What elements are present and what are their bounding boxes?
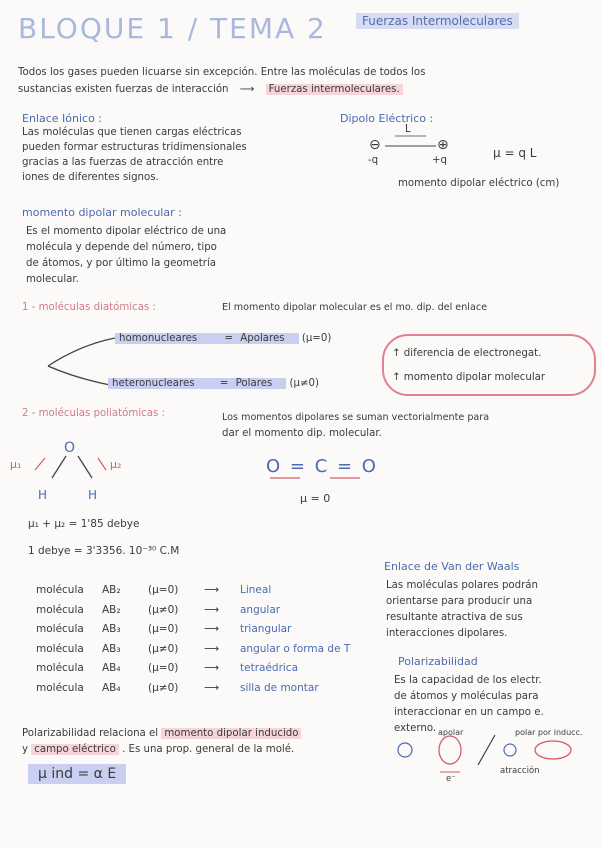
- geometry-formula: AB₄: [102, 662, 121, 674]
- momento-dipolar-line: molécula y depende del número, tipo: [26, 242, 217, 253]
- polares: Polares: [232, 378, 287, 389]
- geometry-shape: triangular: [240, 623, 292, 635]
- electronegativity-cloud: [382, 334, 596, 396]
- momento-dipolar-line: Es el momento dipolar eléctrico de una: [26, 226, 227, 237]
- cloud-line-2: ↑ momento dipolar molecular: [392, 372, 546, 383]
- mu2-vector: μ₂: [110, 458, 122, 471]
- momento-dipolar-heading: momento dipolar molecular :: [22, 206, 182, 219]
- footer-relaciona: relaciona el: [99, 728, 159, 739]
- homonucleares-row: [115, 333, 331, 344]
- van-der-waals-heading: Enlace de Van der Waals: [384, 560, 520, 573]
- plus-charge-icon: ⊕: [437, 137, 449, 153]
- dipolo-formula: μ = q L: [493, 146, 537, 160]
- water-oxygen: O: [64, 440, 76, 456]
- geometry-molecule: molécula: [36, 603, 84, 616]
- arrow-icon: ⟶: [204, 642, 220, 655]
- geometry-molecule: molécula: [36, 584, 84, 596]
- page-subtitle: Fuerzas Intermoleculares: [356, 13, 519, 29]
- footer-y: y: [22, 744, 29, 755]
- footer-line-2: [22, 744, 294, 755]
- electron-label: e⁻: [446, 774, 456, 784]
- poliatomicas-text-2: dar el momento dip. molecular.: [222, 428, 382, 439]
- poliatomicas-label: 2 - moléculas poliatómicas :: [22, 408, 165, 419]
- enlace-ionico-heading: Enlace Iónico :: [22, 112, 103, 125]
- momento-dipolar-line: molecular.: [26, 274, 79, 285]
- geometry-shape: Lineal: [240, 584, 272, 596]
- minus-charge-icon: ⊖: [369, 137, 381, 153]
- dipolo-caption: momento dipolar eléctrico (cm): [398, 178, 560, 189]
- geometry-molecule: molécula: [36, 662, 84, 674]
- intro-line-2: [18, 84, 403, 95]
- vdw-line: interacciones dipolares.: [386, 628, 508, 639]
- mu-sum: μ₁ + μ₂ = 1'85 debye: [28, 518, 140, 530]
- geometry-mu: (μ≠0): [148, 603, 179, 616]
- water-hydrogen-1: H: [38, 488, 48, 502]
- geometry-formula: AB₃: [102, 642, 121, 655]
- footer-formula: μ ind = α E: [28, 764, 126, 784]
- momento-dipolar-line: de átomos, y por último la geometría: [26, 258, 217, 269]
- enlace-ionico-line: iones de diferentes signos.: [22, 172, 159, 183]
- geometry-shape: tetraédrica: [240, 662, 299, 674]
- geometry-shape: angular o forma de T: [240, 642, 351, 655]
- geometry-molecule: molécula: [36, 623, 84, 635]
- eq-sign: =: [216, 378, 233, 389]
- intro-text: sustancias existen fuerzas de interacción: [18, 84, 229, 95]
- footer-prop: . Es una prop. general de la molé.: [122, 744, 295, 755]
- dipolo-length: L: [405, 124, 411, 135]
- atraccion-label: atracción: [500, 766, 540, 776]
- vdw-line: resultante atractiva de sus: [386, 612, 523, 623]
- vdw-line: Las moléculas polares podrán: [386, 580, 539, 591]
- polarizabilidad-line: Es la capacidad de los electr.: [394, 675, 542, 686]
- geometry-mu: (μ=0): [148, 623, 179, 635]
- geometry-formula: AB₄: [102, 681, 121, 694]
- polarizabilidad-heading: Polarizabilidad: [398, 655, 478, 668]
- geometry-mu: (μ=0): [148, 584, 179, 596]
- mu-nonzero: (μ≠0): [289, 378, 319, 389]
- geometry-formula: AB₂: [102, 603, 121, 616]
- page-title: BLOQUE 1 / TEMA 2: [18, 12, 327, 45]
- poliatomicas-text-1: Los momentos dipolares se suman vectorialmente para: [222, 412, 490, 423]
- homonucleares: homonucleares: [115, 333, 221, 344]
- co2-molecule: O = C = O: [266, 456, 378, 477]
- arrow-icon: ⟶: [204, 662, 220, 674]
- enlace-ionico-line: pueden formar estructuras tridimensionales: [22, 142, 247, 153]
- polarizabilidad-line: interaccionar en un campo e.: [394, 707, 544, 718]
- water-hydrogen-2: H: [88, 488, 98, 502]
- enlace-ionico-line: Las moléculas que tienen cargas eléctricas: [22, 127, 242, 138]
- intro-highlight: Fuerzas intermoleculares.: [266, 84, 403, 95]
- footer-momento-inducido: momento dipolar inducido: [161, 728, 301, 739]
- heteronucleares-row: [108, 378, 319, 389]
- polar-label: polar por inducc.: [515, 728, 583, 737]
- polarizabilidad-line: de átomos y moléculas para: [394, 691, 539, 702]
- diatomicas-label: 1 - moléculas diatómicas :: [22, 302, 156, 313]
- footer-campo-electrico: campo eléctrico: [31, 744, 119, 755]
- geometry-formula: AB₂: [102, 584, 121, 596]
- enlace-ionico-line: gracias a las fuerzas de atracción entre: [22, 157, 224, 168]
- polarizabilidad-line: externo.: [394, 723, 437, 734]
- debye-definition: 1 debye = 3'3356. 10⁻³⁰ C.M: [28, 545, 180, 557]
- geometry-molecule: molécula: [36, 681, 84, 694]
- cloud-line-1: ↑ diferencia de electronegat.: [392, 348, 542, 359]
- vdw-line: orientarse para producir una: [386, 596, 533, 607]
- co2-mu: μ = 0: [300, 492, 331, 505]
- apolar-label: apolar: [438, 728, 464, 737]
- arrow-icon: ⟶: [204, 584, 220, 596]
- footer-polarizabilidad: Polarizabilidad: [22, 728, 96, 739]
- geometry-mu: (μ≠0): [148, 642, 179, 655]
- diatomicas-text: El momento dipolar molecular es el mo. dip. del enlace: [222, 302, 487, 313]
- apolares: Apolares: [236, 333, 298, 344]
- arrow-icon: ⟶: [204, 603, 220, 616]
- arrow-icon: ⟶: [204, 681, 220, 694]
- geometry-shape: silla de montar: [240, 681, 319, 694]
- heteronucleares: heteronucleares: [108, 378, 217, 389]
- eq-sign: =: [221, 333, 238, 344]
- footer-line-1: [22, 728, 301, 739]
- geometry-mu: (μ=0): [148, 662, 179, 674]
- dipolo-plus-q: +q: [432, 155, 448, 166]
- mu-zero: (μ=0): [301, 333, 332, 344]
- geometry-formula: AB₃: [102, 623, 121, 635]
- geometry-mu: (μ≠0): [148, 681, 179, 694]
- intro-line-1: Todos los gases pueden licuarse sin excepción. Entre las moléculas de todos los: [18, 67, 426, 78]
- arrow-icon: ⟶: [239, 84, 255, 95]
- dipolo-minus-q: -q: [368, 155, 379, 166]
- geometry-shape: angular: [240, 603, 281, 616]
- arrow-icon: ⟶: [204, 623, 220, 635]
- mu1-vector: μ₁: [10, 458, 22, 471]
- dipolo-heading: Dipolo Eléctrico :: [340, 112, 434, 125]
- geometry-molecule: molécula: [36, 642, 84, 655]
